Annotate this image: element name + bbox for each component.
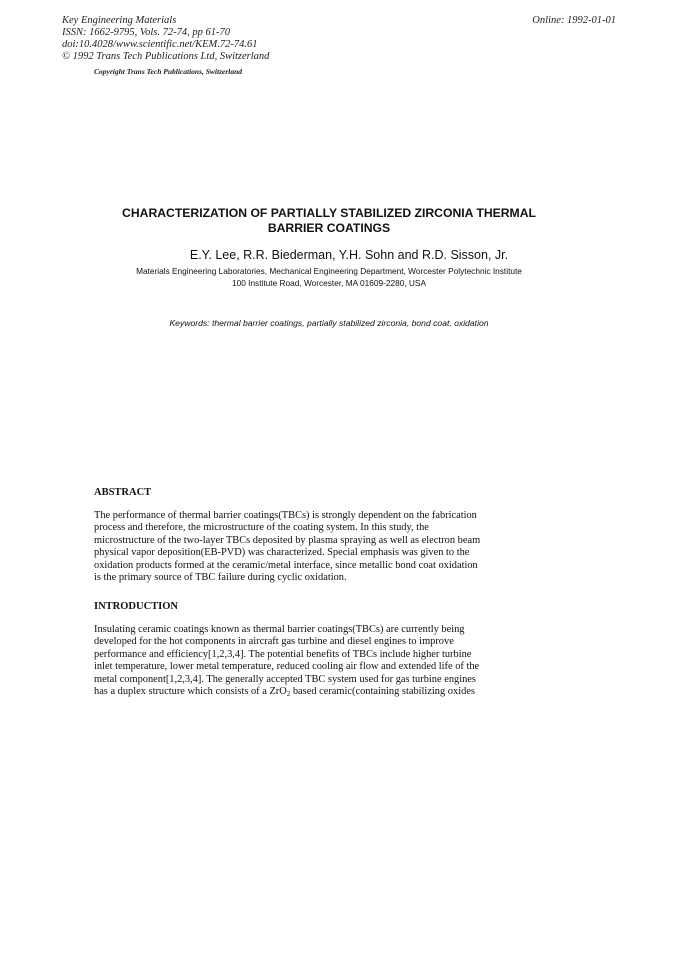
introduction-line: developed for the hot components in aircraft gas turbine and diesel engines to improve — [94, 636, 454, 648]
line-text-after: based ceramic(containing stabilizing oxides — [290, 686, 475, 698]
subscript-2: 2 — [286, 690, 291, 699]
introduction-body — [94, 624, 540, 698]
abstract-body — [94, 510, 540, 584]
abstract-line: The performance of thermal barrier coatings(TBCs) is strongly dependent on the fabrication — [94, 510, 477, 521]
online-date: Online: 1992-01-01 — [532, 15, 616, 26]
doi-line: doi:10.4028/www.scientific.net/KEM.72-74.61 — [62, 39, 258, 50]
keywords: Keywords: thermal barrier coatings, partially stabilized zirconia, bond coat, oxidation — [169, 318, 489, 328]
affiliation-line-1: Materials Engineering Laboratories, Mechanical Engineering Department, Worcester Polytechnic Institute — [136, 266, 522, 276]
introduction-line: inlet temperature, lower metal temperature, reduced cooling air flow and extended life of the — [94, 661, 480, 673]
journal-name: Key Engineering Materials — [62, 15, 177, 26]
title-line-1: CHARACTERIZATION OF PARTIALLY STABILIZED ZIRCONIA THERMAL — [122, 206, 536, 220]
introduction-line: performance and efficiency[1,2,3,4]. The potential benefits of TBCs include higher turbine — [94, 648, 472, 660]
abstract-line: microstructure of the two-layer TBCs deposited by plasma spraying as well as electron beam — [94, 534, 481, 546]
publisher-line: © 1992 Trans Tech Publications Ltd, Switzerland — [62, 51, 270, 62]
abstract-line: oxidation products formed at the ceramic/metal interface, since metallic bond coat oxidation — [94, 559, 478, 571]
authors: E.Y. Lee, R.R. Biederman, Y.H. Sohn and R.D. Sisson, Jr. — [189, 248, 509, 262]
abstract-heading: ABSTRACT — [94, 487, 152, 498]
copyright-line: Copyright Trans Tech Publications, Switzerland — [94, 67, 243, 76]
affiliation — [60, 265, 598, 289]
introduction-line: Insulating ceramic coatings known as thermal barrier coatings(TBCs) are currently being — [94, 624, 465, 635]
abstract-line: physical vapor deposition(EB-PVD) was characterized. Special emphasis was given to the — [94, 547, 470, 559]
affiliation-line-2: 100 Institute Road, Worcester, MA 01609-2280, USA — [231, 278, 426, 288]
issn-line: ISSN: 1662-9795, Vols. 72-74, pp 61-70 — [62, 27, 230, 38]
line-text-before: has a duplex structure which consists of a ZrO — [94, 686, 287, 698]
abstract-line: process and therefore, the microstructure of the coating system. In this study, the — [94, 522, 429, 534]
introduction-line: metal component[1,2,3,4]. The generally accepted TBC system used for gas turbine engines — [94, 673, 476, 685]
journal-header — [62, 15, 269, 63]
introduction-line-last — [94, 686, 540, 698]
abstract-line: is the primary source of TBC failure during cyclic oxidation. — [94, 572, 347, 584]
title-line-2: BARRIER COATINGS — [267, 221, 391, 235]
introduction-heading: INTRODUCTION — [94, 601, 179, 612]
paper-title — [60, 206, 598, 236]
